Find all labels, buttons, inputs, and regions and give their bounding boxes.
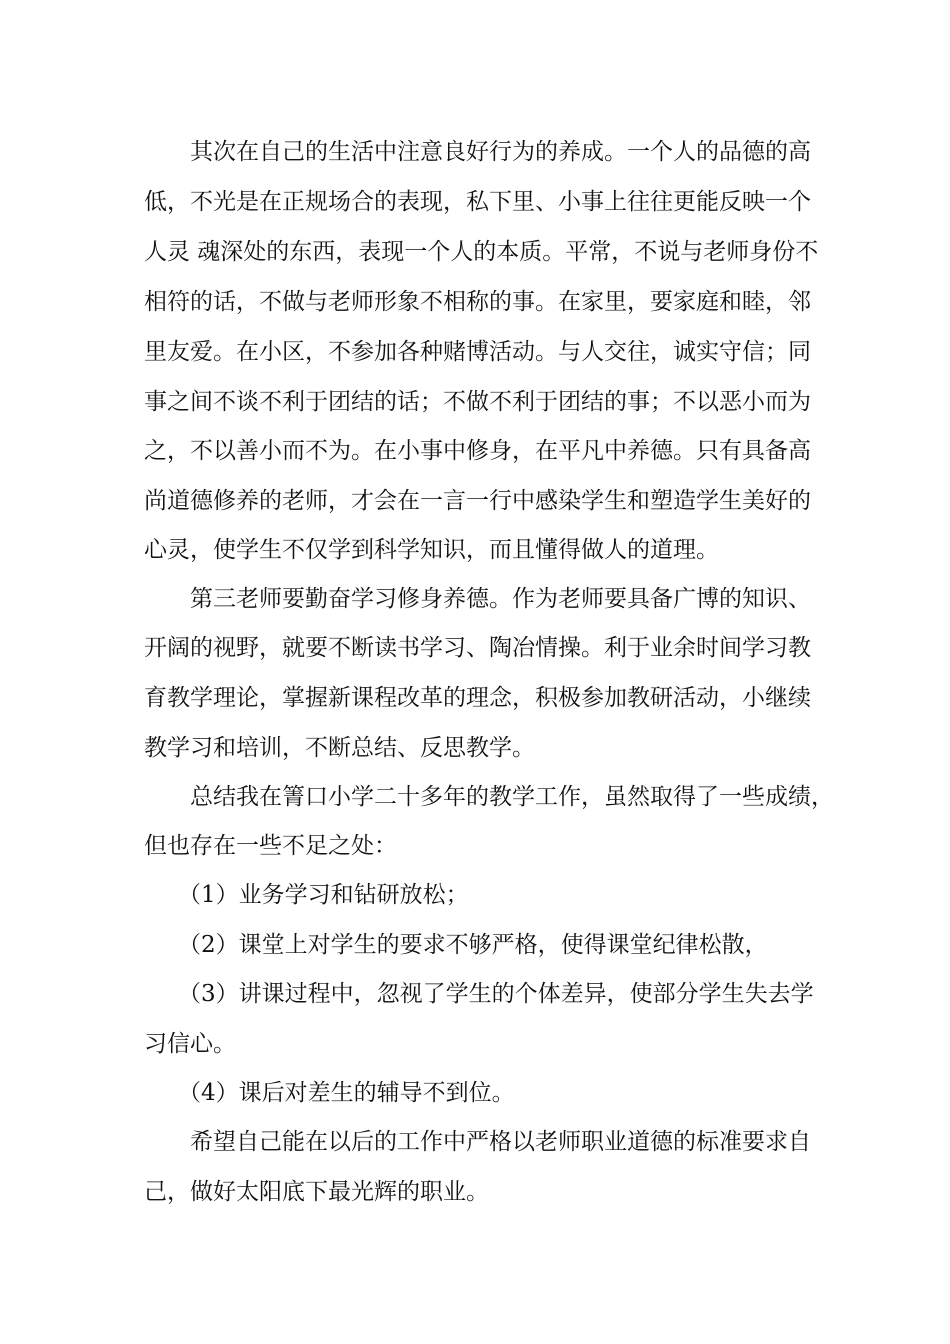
list-item-1: （1）业务学习和钻研放松； [178,882,469,908]
paragraph-2-line-3: 育教学理论，掌握新课程改革的理念，积极参加教研活动，小继续 [144,685,811,711]
paragraph-1-line-7: 之，不以善小而不为。在小事中修身，在平凡中养德。只有具备高 [144,438,811,464]
paragraph-2-line-2: 开阔的视野，就要不断读书学习、陶冶情操。利于业余时间学习教 [144,635,811,661]
paragraph-1-line-5: 里友爱。在小区，不参加各种赌博活动。与人交往，诚实守信；同 [144,339,811,365]
paragraph-3-line-2: 但也存在一些不足之处： [144,833,397,859]
list-item-2: （2）课堂上对学生的要求不够严格，使得课堂纪律松散， [178,932,768,958]
list-item-4: （4）课后对差生的辅导不到位。 [178,1080,515,1106]
list-item-3-line-1: （3）讲课过程中，忽视了学生的个体差异，使部分学生失去学 [178,981,814,1007]
paragraph-3-line-1: 总结我在箐口小学二十多年的教学工作，虽然取得了一些成绩， [190,784,834,810]
paragraph-2-line-4: 教学习和培训，不断总结、反思教学。 [144,735,535,761]
paragraph-1-line-6: 事之间不谈不利于团结的话；不做不利于团结的事；不以恶小而为 [144,389,811,415]
paragraph-1-line-4: 相符的话，不做与老师形象不相称的事。在家里，要家庭和睦，邻 [144,289,811,315]
paragraph-1-line-8: 尚道德修养的老师，才会在一言一行中感染学生和塑造学生美好的 [144,488,811,514]
paragraph-1-line-9: 心灵，使学生不仅学到科学知识，而且懂得做人的道理。 [144,537,719,563]
list-item-3-line-2: 习信心。 [144,1031,236,1057]
paragraph-1-line-1: 其次在自己的生活中注意良好行为的养成。一个人的品德的高 [190,139,811,165]
paragraph-1-line-2: 低，不光是在正规场合的表现，私下里、小事上往往更能反映一个 [144,189,811,215]
paragraph-2-line-1: 第三老师要勤奋学习修身养德。作为老师要具备广博的知识、 [190,586,811,612]
closing-paragraph-line-2: 己，做好太阳底下最光辉的职业。 [144,1179,489,1205]
closing-paragraph-line-1: 希望自己能在以后的工作中严格以老师职业道德的标准要求自 [190,1129,811,1155]
paragraph-1-line-3: 人灵 魂深处的东西，表现一个人的本质。平常，不说与老师身份不 [144,239,819,265]
